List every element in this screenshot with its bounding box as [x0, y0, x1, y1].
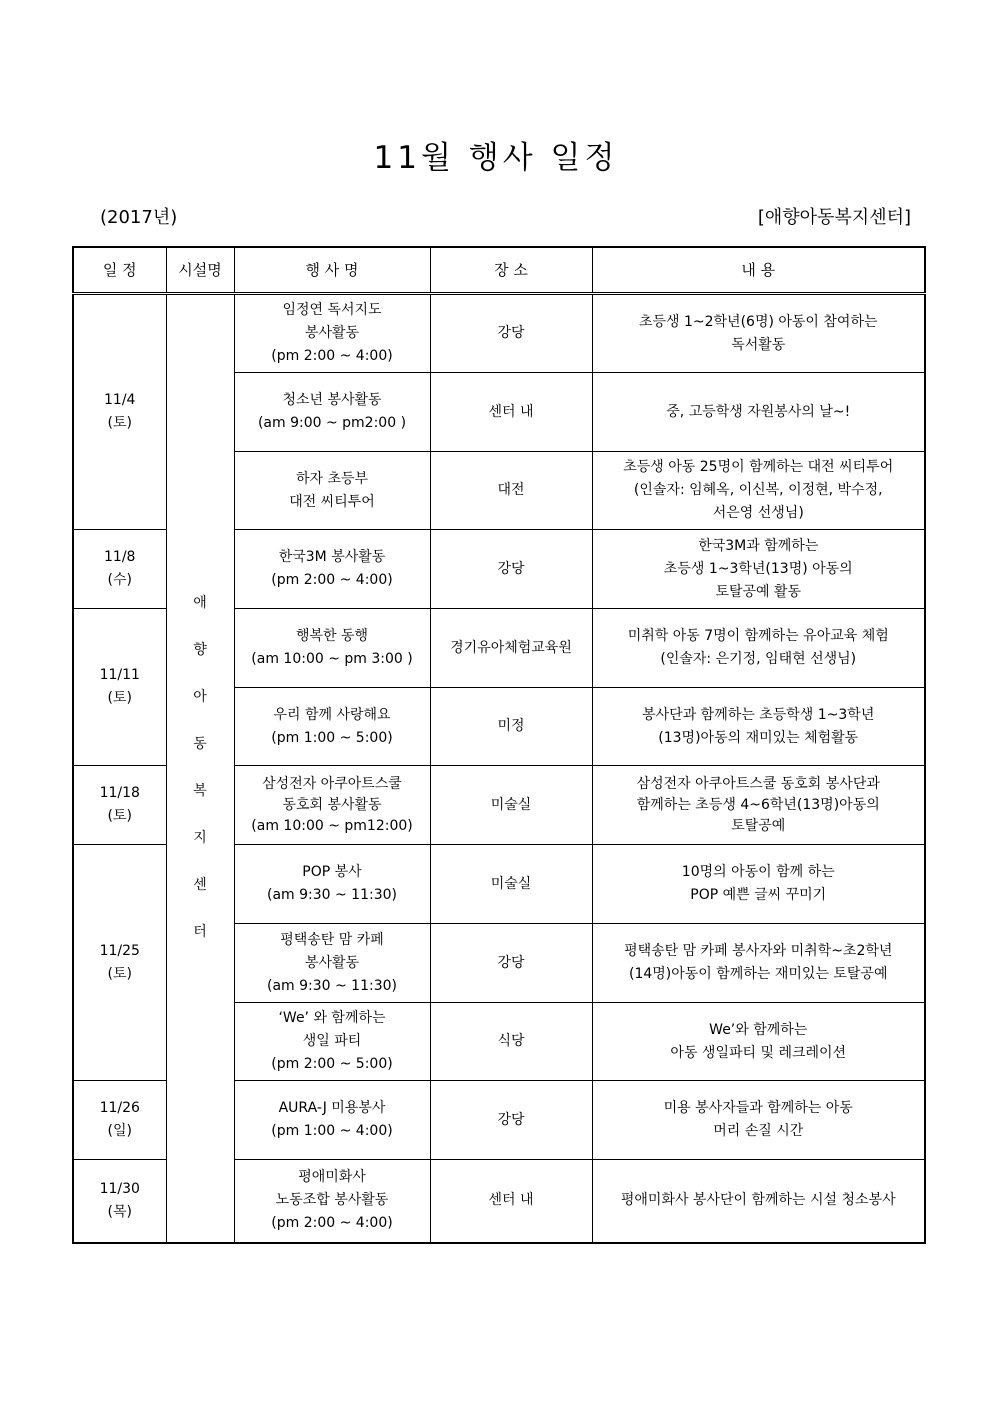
- event-name-line: (pm 2:00 ~ 4:00): [271, 1215, 393, 1232]
- event-name-line: 봉사활동: [304, 325, 360, 341]
- content-line: 한국3M과 함께하는: [698, 537, 819, 554]
- header-facility: 시설명: [166, 247, 234, 294]
- facility-char: 향: [193, 642, 207, 659]
- event-name-cell: [234, 452, 430, 530]
- event-name-cell: [234, 1003, 430, 1081]
- content-cell: [592, 924, 925, 1003]
- content-cell: [592, 1081, 925, 1160]
- event-name-cell: [234, 530, 430, 609]
- content-line: 머리 손질 시간: [713, 1123, 804, 1139]
- day-value: (토): [107, 690, 132, 706]
- content-cell: [592, 845, 925, 924]
- header-event: 행 사 명: [234, 247, 430, 294]
- place-cell: 식당: [430, 1003, 592, 1081]
- facility-char: 터: [193, 924, 207, 941]
- organization-label: [애향아동복지센터]: [757, 207, 911, 228]
- place-cell: 미정: [430, 688, 592, 766]
- table-row: [73, 294, 925, 373]
- content-line: 10명의 아동이 함께 하는: [681, 864, 835, 880]
- place-cell: 강당: [430, 294, 592, 373]
- content-line: (13명)아동의 재미있는 체험활동: [658, 729, 859, 746]
- place-cell: 강당: [430, 530, 592, 609]
- day-value: (목): [107, 1203, 132, 1220]
- content-line: (인솔자: 은기정, 임태현 선생님): [660, 651, 857, 667]
- facility-cell: [166, 294, 234, 1243]
- event-name-line: 동호회 봉사활동: [282, 796, 382, 813]
- event-name-line: 한국3M 봉사활동: [278, 549, 386, 565]
- event-name-line: AURA-J 미용봉사: [278, 1100, 386, 1116]
- content-line: 함께하는 초등생 4~6학년(13명)아동의: [636, 796, 880, 813]
- place-cell: 대전: [430, 452, 592, 530]
- event-name-line: (pm 1:00 ~ 4:00): [271, 1123, 393, 1139]
- date-value: 11/11: [99, 667, 140, 683]
- event-name-line: (pm 1:00 ~ 5:00): [271, 729, 393, 746]
- facility-char: 동: [193, 736, 207, 753]
- date-cell: [73, 766, 166, 845]
- day-value: (토): [107, 808, 132, 824]
- facility-char: 아: [193, 689, 207, 706]
- date-cell: [73, 1160, 166, 1243]
- content-line: (14명)아동이 함께하는 재미있는 토탈공예: [629, 966, 888, 982]
- event-name-cell: [234, 766, 430, 845]
- content-line: 삼성전자 아쿠아트스쿨 동호회 봉사단과: [636, 775, 880, 792]
- content-cell: [592, 530, 925, 609]
- date-cell: [73, 294, 166, 530]
- place-cell: 미술실: [430, 766, 592, 845]
- content-cell: [592, 609, 925, 688]
- event-name-line: 봉사활동: [304, 954, 360, 971]
- content-cell: [592, 766, 925, 845]
- date-value: 11/25: [99, 942, 140, 959]
- event-name-cell: [234, 373, 430, 452]
- event-name-line: 평택송탄 맘 카페: [280, 931, 384, 948]
- event-name-cell: [234, 845, 430, 924]
- event-name-line: ‘We’ 와 함께하는: [278, 1010, 386, 1026]
- table-header-row: [73, 247, 925, 294]
- event-name-cell: [234, 688, 430, 766]
- event-name-line: (am 9:30 ~ 11:30): [266, 977, 397, 994]
- content-line: 아동 생일파티 및 레크레이션: [670, 1044, 847, 1061]
- event-name-line: POP 봉사: [302, 864, 362, 880]
- content-line: 미취학 아동 7명이 함께하는 유아교육 체험: [627, 628, 889, 644]
- event-name-cell: [234, 1081, 430, 1160]
- header-date: 일 정: [73, 247, 166, 294]
- content-line: 독서활동: [731, 336, 786, 353]
- header-content: 내 용: [592, 247, 925, 294]
- facility-char: 애: [193, 595, 207, 612]
- content-line: 초등생 1~2학년(6명) 아동이 참여하는: [638, 313, 878, 330]
- content-line: 초등생 아동 25명이 함께하는 대전 씨티투어: [623, 459, 894, 475]
- content-line: 중, 고등학생 자원봉사의 날~!: [666, 403, 851, 420]
- content-line: 서은영 선생님): [712, 505, 804, 521]
- date-cell: [73, 1081, 166, 1160]
- date-value: 11/18: [99, 785, 140, 801]
- content-cell: [592, 294, 925, 373]
- content-line: 봉사단과 함께하는 초등학생 1~3학년: [642, 706, 875, 723]
- day-value: (토): [107, 965, 132, 982]
- event-name-line: (am 10:00 ~ pm 3:00 ): [251, 651, 413, 667]
- date-cell: [73, 845, 166, 1081]
- day-value: (일): [107, 1123, 132, 1139]
- event-name-line: (am 9:00 ~ pm2:00 ): [257, 415, 407, 431]
- facility-char: 지: [193, 830, 207, 847]
- date-value: 11/8: [104, 549, 136, 565]
- event-name-line: 대전 씨티투어: [289, 493, 375, 510]
- event-name-line: 청소년 봉사활동: [282, 392, 382, 408]
- event-name-cell: [234, 294, 430, 373]
- content-line: 초등생 1~3학년(13명) 아동의: [663, 560, 853, 577]
- day-value: (수): [107, 572, 132, 588]
- place-cell: 강당: [430, 1081, 592, 1160]
- content-line: We’와 함께하는: [709, 1021, 808, 1038]
- event-name-cell: [234, 609, 430, 688]
- content-line: 토탈공예 활동: [715, 583, 802, 600]
- content-cell: [592, 688, 925, 766]
- event-name-line: 삼성전자 아쿠아트스쿨: [262, 775, 402, 792]
- content-line: (인솔자: 임혜옥, 이신복, 이정현, 박수정,: [633, 482, 883, 498]
- content-line: 토탈공예: [731, 817, 786, 834]
- day-value: (토): [107, 415, 132, 431]
- content-line: 평택송탄 맘 카페 봉사자와 미취학~초2학년: [624, 943, 893, 959]
- content-cell: [592, 1160, 925, 1243]
- event-name-line: (am 10:00 ~ pm12:00): [251, 817, 413, 834]
- content-cell: [592, 452, 925, 530]
- event-name-cell: [234, 924, 430, 1003]
- event-name-line: (pm 2:00 ~ 5:00): [271, 1056, 393, 1072]
- date-value: 11/26: [99, 1100, 140, 1116]
- place-cell: 미술실: [430, 845, 592, 924]
- schedule-table: [72, 246, 926, 1244]
- page-title: 11월 행사 일정: [373, 140, 619, 176]
- date-value: 11/4: [104, 392, 136, 408]
- event-name-line: 우리 함께 사랑해요: [273, 706, 391, 723]
- content-line: POP 예쁜 글씨 꾸미기: [690, 887, 827, 903]
- year-label: (2017년): [100, 207, 178, 228]
- event-name-line: 생일 파티: [302, 1033, 362, 1049]
- date-cell: [73, 530, 166, 609]
- event-name-line: 하자 초등부: [295, 470, 369, 487]
- event-name-line: 노동조합 봉사활동: [275, 1192, 389, 1209]
- event-name-line: (pm 2:00 ~ 4:00): [271, 572, 393, 588]
- content-line: 미용 봉사자들과 함께하는 아동: [663, 1100, 853, 1116]
- content-cell: [592, 1003, 925, 1081]
- date-value: 11/30: [99, 1180, 140, 1197]
- event-name-cell: [234, 1160, 430, 1243]
- header-place: 장 소: [430, 247, 592, 294]
- event-name-line: (pm 2:00 ~ 4:00): [271, 348, 393, 364]
- content-line: 평애미화사 봉사단이 함께하는 시설 청소봉사: [620, 1192, 896, 1209]
- place-cell: 센터 내: [430, 1160, 592, 1243]
- place-cell: 강당: [430, 924, 592, 1003]
- facility-char: 센: [193, 877, 207, 894]
- content-cell: [592, 373, 925, 452]
- event-name-line: 임정연 독서지도: [282, 302, 382, 318]
- place-cell: 경기유아체험교육원: [430, 609, 592, 688]
- event-name-line: (am 9:30 ~ 11:30): [266, 887, 397, 903]
- event-name-line: 행복한 동행: [295, 628, 369, 644]
- date-cell: [73, 609, 166, 766]
- place-cell: 센터 내: [430, 373, 592, 452]
- facility-char: 복: [193, 783, 207, 800]
- event-name-line: 평애미화사: [298, 1169, 366, 1186]
